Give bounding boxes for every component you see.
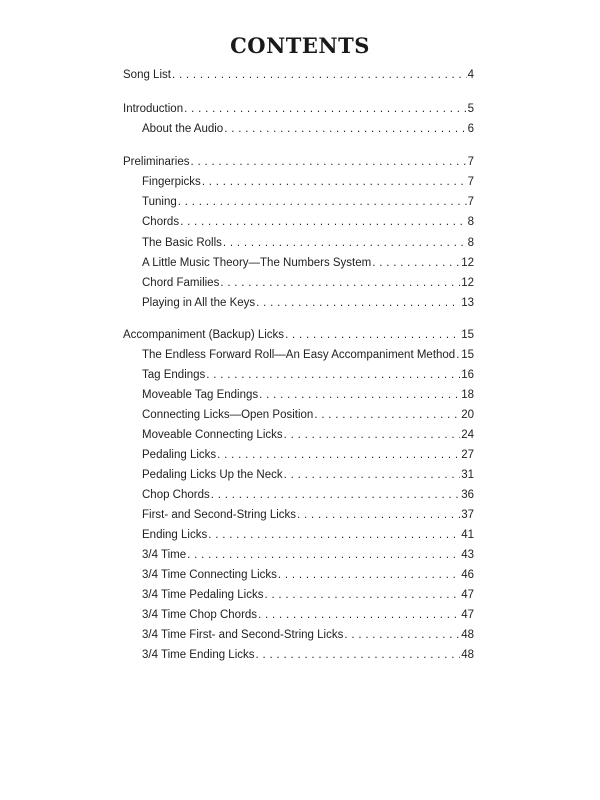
toc-entry-label: Moveable Tag Endings — [142, 389, 259, 401]
leader-dots — [178, 194, 467, 210]
toc-entry-about-the-audio[interactable] — [142, 121, 474, 137]
toc-entry-playing-in-all-keys[interactable] — [142, 295, 474, 311]
toc-page-number: 24 — [461, 429, 474, 441]
toc-page-number: 27 — [461, 449, 474, 461]
toc-page-number: 8 — [467, 216, 474, 228]
toc-page-number: 37 — [461, 509, 474, 521]
toc-entry-ending-licks[interactable] — [142, 527, 474, 543]
toc-entry-label: Fingerpicks — [142, 176, 201, 188]
toc-entry-label: 3/4 Time Connecting Licks — [142, 569, 277, 581]
toc-entry-song-list[interactable] — [123, 67, 474, 83]
toc-page-number: 16 — [461, 369, 474, 381]
toc-entry-three-four-ending-licks[interactable] — [142, 647, 474, 663]
leader-dots — [211, 487, 460, 503]
toc-entry-label: 3/4 Time Pedaling Licks — [142, 589, 264, 601]
leader-dots — [224, 121, 466, 137]
toc-entry-connecting-licks-open[interactable] — [142, 407, 474, 423]
toc-entry-chords[interactable] — [142, 214, 474, 230]
toc-page-number: 4 — [467, 69, 474, 81]
toc-entry-introduction[interactable] — [123, 101, 474, 117]
toc-entry-the-basic-rolls[interactable] — [142, 235, 474, 251]
toc-page-number: 43 — [461, 549, 474, 561]
page-title: CONTENTS — [230, 33, 370, 58]
leader-dots — [256, 295, 460, 311]
toc-entry-pedaling-licks-up-neck[interactable] — [142, 467, 474, 483]
toc-page-number: 46 — [461, 569, 474, 581]
leader-dots — [314, 407, 460, 423]
toc-entry-label: First- and Second-String Licks — [142, 509, 297, 521]
leader-dots — [278, 567, 460, 583]
leader-dots — [259, 387, 460, 403]
toc-entry-label: 3/4 Time Chop Chords — [142, 609, 258, 621]
toc-entry-label: Playing in All the Keys — [142, 297, 256, 309]
toc-entry-label: Moveable Connecting Licks — [142, 429, 283, 441]
toc-entry-label: Chop Chords — [142, 489, 210, 501]
toc-page-number: 47 — [461, 609, 474, 621]
toc-page-number: 48 — [461, 629, 474, 641]
toc-entry-endless-forward-roll[interactable] — [142, 347, 474, 363]
toc-page-number: 15 — [461, 329, 474, 341]
toc-entry-label: 3/4 Time — [142, 549, 187, 561]
toc-entry-three-four-pedaling-licks[interactable] — [142, 587, 474, 603]
toc-entry-label: Connecting Licks—Open Position — [142, 409, 314, 421]
toc-entry-label: Introduction — [123, 103, 184, 115]
toc-entry-label: About the Audio — [142, 123, 224, 135]
toc-page-number: 20 — [461, 409, 474, 421]
toc-entry-three-four-connecting-licks[interactable] — [142, 567, 474, 583]
toc-entry-tuning[interactable] — [142, 194, 474, 210]
leader-dots — [264, 587, 460, 603]
toc-entry-label: Preliminaries — [123, 156, 190, 168]
toc-entry-label: The Endless Forward Roll—An Easy Accompaniment Method — [142, 349, 456, 361]
leader-dots — [285, 327, 460, 343]
leader-dots — [297, 507, 460, 523]
leader-dots — [172, 67, 467, 83]
toc-entry-music-theory[interactable] — [142, 255, 474, 271]
leader-dots — [284, 467, 461, 483]
leader-dots — [223, 235, 467, 251]
toc-page-number: 36 — [461, 489, 474, 501]
toc-page-number: 7 — [467, 196, 474, 208]
toc-page-number: 15 — [461, 349, 474, 361]
toc-entry-label: Pedaling Licks Up the Neck — [142, 469, 283, 481]
toc-page-number: 8 — [467, 237, 474, 249]
leader-dots — [258, 607, 460, 623]
leader-dots — [180, 214, 467, 230]
toc-page-number: 31 — [461, 469, 474, 481]
toc-page-number: 6 — [467, 123, 474, 135]
toc-entry-label: Chords — [142, 216, 180, 228]
toc-entry-moveable-connecting-licks[interactable] — [142, 427, 474, 443]
leader-dots — [217, 447, 460, 463]
toc-entry-label: Ending Licks — [142, 529, 208, 541]
toc-page-number: 41 — [461, 529, 474, 541]
toc-page-number: 47 — [461, 589, 474, 601]
leader-dots — [372, 255, 460, 271]
toc-entry-first-second-string-licks[interactable] — [142, 507, 474, 523]
toc-entry-fingerpicks[interactable] — [142, 174, 474, 190]
toc-page-number: 13 — [461, 297, 474, 309]
toc-entry-label: Tuning — [142, 196, 177, 208]
leader-dots — [220, 275, 460, 291]
toc-page-number: 7 — [467, 156, 474, 168]
toc-entry-label: Accompaniment (Backup) Licks — [123, 329, 285, 341]
toc-entry-moveable-tag-endings[interactable] — [142, 387, 474, 403]
toc-entry-three-four-chop-chords[interactable] — [142, 607, 474, 623]
leader-dots — [190, 154, 466, 170]
toc-entry-label: Pedaling Licks — [142, 449, 217, 461]
leader-dots — [202, 174, 467, 190]
toc-entry-label: Song List — [123, 69, 171, 81]
toc-entry-label: The Basic Rolls — [142, 237, 222, 249]
leader-dots — [206, 367, 460, 383]
leader-dots — [184, 101, 466, 117]
toc-entry-label: Chord Families — [142, 277, 220, 289]
toc-entry-label: 3/4 Time First- and Second-String Licks — [142, 629, 344, 641]
toc-entry-three-four-time[interactable] — [142, 547, 474, 563]
toc-entry-label: 3/4 Time Ending Licks — [142, 649, 255, 661]
leader-dots — [344, 627, 460, 643]
toc-entry-chop-chords[interactable] — [142, 487, 474, 503]
toc-page-number: 48 — [461, 649, 474, 661]
leader-dots — [284, 427, 461, 443]
toc-page-number: 18 — [461, 389, 474, 401]
toc-page-number: 7 — [467, 176, 474, 188]
toc-page-number: 5 — [467, 103, 474, 115]
toc-entry-accompaniment-licks[interactable] — [123, 327, 474, 343]
toc-entry-pedaling-licks[interactable] — [142, 447, 474, 463]
leader-dots — [256, 647, 461, 663]
leader-dots — [208, 527, 460, 543]
toc-entry-chord-families[interactable] — [142, 275, 474, 291]
toc-page-number: 12 — [461, 257, 474, 269]
toc-entry-label: A Little Music Theory—The Numbers System — [142, 257, 372, 269]
toc-entry-three-four-first-second-string[interactable] — [142, 627, 474, 643]
toc-entry-preliminaries[interactable] — [123, 154, 474, 170]
toc-page-number: 12 — [461, 277, 474, 289]
toc-entry-tag-endings[interactable] — [142, 367, 474, 383]
leader-dots — [187, 547, 460, 563]
toc-entry-label: Tag Endings — [142, 369, 206, 381]
leader-dots — [456, 347, 460, 363]
